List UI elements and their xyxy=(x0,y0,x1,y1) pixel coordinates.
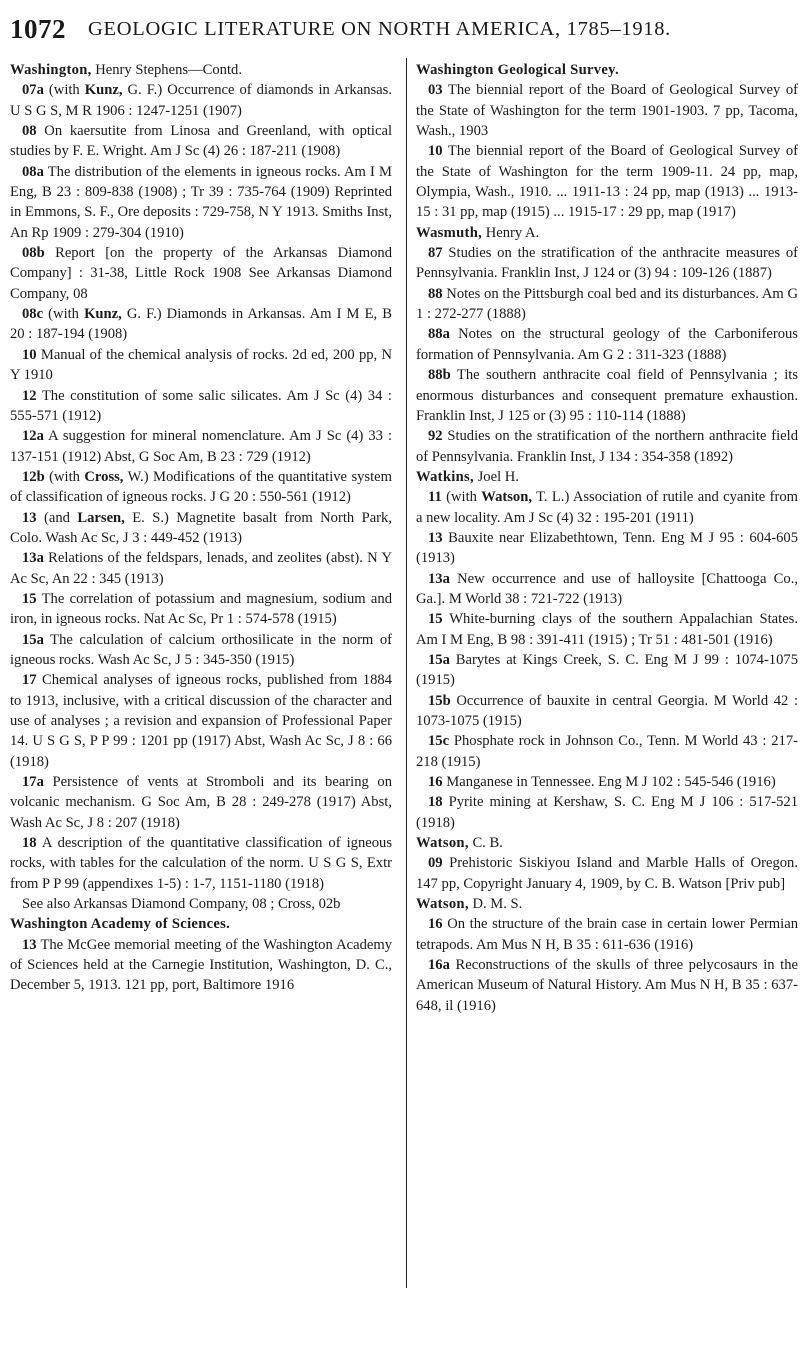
entry-text: The biennial report of the Board of Geological Survey of the State of Washington for the term 1909-11. 24 pp, map, Olympia, Wash., 1910. ... 1911-13 : 24 pp, map (1913) ... 1913-15 : 31 pp, map (1915) ... 1915-17 : 29 pp, map (1917) xyxy=(416,143,798,221)
column-divider xyxy=(406,58,407,1288)
author-name: Washington Academy of Sciences. xyxy=(10,916,231,933)
entry-text: Manual of the chemical analysis of rocks. 2d ed, 200 pp, N Y 1910 xyxy=(10,346,392,384)
entry-text: A suggestion for mineral nomenclature. Am J Sc (4) 33 : 137-151 (1912) Abst, G Soc Am, B 23 : 729 (1912) xyxy=(10,428,392,465)
entry-text: E. S.) Magnetite basalt from North Park, Colo. Wash Ac Sc, J 3 : 449-452 (1913) xyxy=(10,509,392,546)
bibliography-entry xyxy=(10,670,392,772)
bibliography-entry xyxy=(10,630,392,671)
bibliography-entry xyxy=(416,528,798,569)
entry-text: Pyrite mining at Kershaw, S. C. Eng M J 106 : 517-521 (1918) xyxy=(416,794,798,831)
bibliography-entry xyxy=(10,386,392,427)
bibliography-entry xyxy=(10,243,392,304)
entry-number: 17a xyxy=(22,774,44,791)
entry-number: 11 xyxy=(428,489,442,506)
coauthor-name: Larsen, xyxy=(77,509,125,526)
entry-number: 08 xyxy=(22,123,37,140)
bibliography-entry xyxy=(416,691,798,732)
bibliography-entry xyxy=(416,284,798,325)
entry-number: 12a xyxy=(22,428,44,445)
page-number: 1072 xyxy=(10,14,66,44)
bibliography-entry xyxy=(416,569,798,610)
entry-prefix: (with xyxy=(44,468,85,485)
author-name: Wasmuth, xyxy=(416,224,483,241)
entry-number: 16 xyxy=(428,916,443,933)
coauthor-name: Kunz, xyxy=(84,82,123,99)
entry-text: T. L.) Association of rutile and cyanite from a new locality. Am J Sc (4) 32 : 195-201 (1911) xyxy=(416,489,798,526)
entry-text: The McGee memorial meeting of the Washington Academy of Sciences held at the Carnegie Institution, Washington, D. C., December 5, 1913. 121 pp, port, Baltimore 1916 xyxy=(10,936,392,994)
entry-number: 10 xyxy=(22,346,37,363)
coauthor-name: Cross, xyxy=(84,468,124,485)
entry-text: Chemical analyses of igneous rocks, published from 1884 to 1913, inclusive, with a critical discussion of the character and use of analyses ; a revision and expansion of Professional Paper 14. U S G S, P P 99 : 1201 pp (1917) Abst, Wash Ac Sc, J 8 : 66 (1918) xyxy=(10,672,392,770)
entry-number: 15c xyxy=(428,733,450,750)
author-initials: Henry A. xyxy=(482,224,540,241)
running-title: GEOLOGIC LITERATURE ON NORTH AMERICA, 1785–1918. xyxy=(88,18,671,40)
entry-number: 92 xyxy=(428,428,443,445)
entry-number: 18 xyxy=(22,835,37,852)
entry-text: The biennial report of the Board of Geological Survey of the State of Washington for the term 1901-1903. 7 pp, Tacoma, Wash., 1903 xyxy=(416,82,798,140)
bibliography-entry xyxy=(416,141,798,222)
entry-number: 12b xyxy=(22,468,45,485)
bibliography-entry xyxy=(416,955,798,1016)
bibliography-entry xyxy=(10,935,392,996)
entry-number: 13 xyxy=(22,936,37,953)
page-header xyxy=(10,14,790,48)
left-column xyxy=(10,60,392,996)
entry-number: 10 xyxy=(428,143,443,160)
entry-prefix: (with xyxy=(43,306,85,323)
bibliography-entry xyxy=(10,162,392,243)
bibliography-entry xyxy=(10,772,392,833)
author-heading xyxy=(10,60,392,80)
entry-text: The calculation of calcium orthosilicate in the norm of igneous rocks. Wash Ac Sc, J 5 : 345-350 (1915) xyxy=(10,631,392,668)
entry-text: Studies on the stratification of the northern anthracite field of Pennsylvania. Franklin Inst, J 134 : 354-358 (1892) xyxy=(416,428,798,465)
bibliography-entry xyxy=(10,121,392,162)
entry-number: 88 xyxy=(428,285,443,302)
author-heading xyxy=(416,60,798,80)
entry-text: G. F.) Occurrence of diamonds in Arkansas. U S G S, M R 1906 : 1247-1251 (1907) xyxy=(10,82,392,119)
entry-text: On the structure of the brain case in certain lower Permian tetrapods. Am Mus N H, B 35 : 611-636 (1916) xyxy=(416,916,798,953)
entry-number: 13a xyxy=(22,550,44,567)
entry-number: 07a xyxy=(22,82,44,99)
entry-text: W.) Modifications of the quantitative system of classification of igneous rocks. J G 20 : 550-561 (1912) xyxy=(10,468,392,506)
entry-text: Prehistoric Siskiyou Island and Marble Halls of Oregon. 147 pp, Copyright January 4, 1909, by C. B. Watson [Priv pub] xyxy=(416,855,798,892)
entry-text: Studies on the stratification of the anthracite measures of Pennsylvania. Franklin Inst, J 124 or (3) 94 : 109-126 (1887) xyxy=(416,245,798,282)
coauthor-name: Watson, xyxy=(481,489,532,506)
entry-number: 17 xyxy=(22,672,37,689)
bibliography-entry xyxy=(416,609,798,650)
entry-number: 15 xyxy=(428,611,443,628)
entry-text: Occurrence of bauxite in central Georgia. M World 42 : 1073-1075 (1915) xyxy=(416,692,798,729)
entry-text: Manganese in Tennessee. Eng M J 102 : 545-546 (1916) xyxy=(442,774,776,791)
entry-number: 87 xyxy=(428,245,443,262)
author-heading xyxy=(416,833,798,853)
bibliography-entry xyxy=(10,345,392,386)
bibliography-entry xyxy=(416,853,798,894)
author-heading xyxy=(416,223,798,243)
entry-text: Notes on the Pittsburgh coal bed and its disturbances. Am G 1 : 272-277 (1888) xyxy=(416,285,798,323)
entry-text: A description of the quantitative classification of igneous rocks, with tables for the calculation of the norm. U S G S, Extr from P P 99 (appendixes 1-5) : 1-7, 1151-1180 (1918) xyxy=(10,835,392,892)
bibliography-entry xyxy=(416,324,798,365)
entry-number: 15b xyxy=(428,692,451,709)
entry-text: The constitution of some salic silicates. Am J Sc (4) 34 : 555-571 (1912) xyxy=(10,387,392,424)
bibliography-entry xyxy=(416,792,798,833)
bibliography-entry xyxy=(416,731,798,772)
entry-text: New occurrence and use of halloysite [Chattooga Co., Ga.]. M World 38 : 721-722 (1913) xyxy=(416,570,798,607)
bibliography-entry xyxy=(10,833,392,894)
entry-text: On kaersutite from Linosa and Greenland, with optical studies by F. E. Wright. Am J Sc (4) 26 : 187-211 (1908) xyxy=(10,123,392,160)
author-name: Washington, xyxy=(10,62,92,78)
entry-text: The southern anthracite coal field of Pennsylvania ; its enormous disturbances and consequent premature exhaustion. Franklin Inst, J 125 or (3) 95 : 110-114 (1888) xyxy=(416,367,798,424)
entry-text: Phosphate rock in Johnson Co., Tenn. M World 43 : 217-218 (1915) xyxy=(416,733,798,770)
bibliography-entry xyxy=(416,772,798,792)
entry-number: 09 xyxy=(428,855,443,872)
entry-number: 16a xyxy=(428,957,450,974)
entry-prefix: (with xyxy=(441,489,482,506)
author-initials: Henry Stephens—Contd. xyxy=(91,62,242,78)
entry-text: See also Arkansas Diamond Company, 08 ; Cross, 02b xyxy=(22,896,341,913)
entry-number: 15 xyxy=(22,590,37,607)
author-heading xyxy=(10,914,392,934)
bibliography-entry xyxy=(10,589,392,630)
author-initials: C. B. xyxy=(468,835,503,852)
bibliography-entry xyxy=(416,80,798,141)
bibliography-entry xyxy=(416,365,798,426)
entry-number: 08b xyxy=(22,245,45,262)
author-name: Watson, xyxy=(416,835,469,852)
author-name: Watkins, xyxy=(416,468,474,485)
right-column xyxy=(416,60,798,1016)
entry-text: White-burning clays of the southern Appalachian States. Am I M Eng, B 98 : 391-411 (1915) ; Tr 51 : 481-501 (1916) xyxy=(416,611,798,648)
entry-number: 08c xyxy=(22,306,44,323)
entry-text: Relations of the feldspars, lenads, and zeolites (abst). N Y Ac Sc, An 22 : 345 (1913) xyxy=(10,550,392,587)
bibliography-entry xyxy=(416,243,798,284)
entry-number: 15a xyxy=(428,651,450,668)
entry-number: 13a xyxy=(428,570,450,587)
entry-number: 16 xyxy=(428,774,443,791)
entry-number: 03 xyxy=(428,82,443,99)
bibliography-entry xyxy=(10,894,392,914)
entry-prefix: (and xyxy=(36,509,78,526)
bibliography-entry xyxy=(10,548,392,589)
author-initials: D. M. S. xyxy=(468,896,523,913)
bibliography-entry xyxy=(10,304,392,345)
entry-text: The distribution of the elements in igneous rocks. Am I M Eng, B 23 : 809-838 (1908) ; Tr 39 : 735-764 (1909) Reprinted in Emmons, S. F., Ore deposits : 729-758, N Y 1913. Smiths Inst, An Rp 1909 : 279-304 (1910) xyxy=(10,163,392,241)
entry-text: The correlation of potassium and magnesium, sodium and iron, in igneous rocks. Nat Ac Sc, Pr 1 : 574-578 (1915) xyxy=(10,590,392,628)
author-name: Washington Geological Survey. xyxy=(416,62,619,78)
coauthor-name: Kunz, xyxy=(84,306,122,323)
entry-text: G. F.) Diamonds in Arkansas. Am I M E, B 20 : 187-194 (1908) xyxy=(10,306,392,343)
entry-number: 18 xyxy=(428,794,443,811)
bibliography-entry xyxy=(10,508,392,549)
entry-number: 13 xyxy=(22,509,37,526)
entry-number: 13 xyxy=(428,529,443,546)
entry-text: Report [on the property of the Arkansas Diamond Company] : 31-38, Little Rock 1908 See Arkansas Diamond Company, 08 xyxy=(10,245,392,302)
author-name: Watson, xyxy=(416,896,469,913)
entry-number: 88a xyxy=(428,326,450,343)
entry-number: 15a xyxy=(22,631,44,648)
entry-text: Barytes at Kings Creek, S. C. Eng M J 99 : 1074-1075 (1915) xyxy=(416,651,798,689)
bibliography-entry xyxy=(10,467,392,508)
author-heading xyxy=(416,467,798,487)
entry-prefix: (with xyxy=(43,82,85,99)
bibliography-entry xyxy=(416,426,798,467)
entry-text: Notes on the structural geology of the Carboniferous formation of Pennsylvania. Am G 2 : 311-323 (1888) xyxy=(416,326,798,363)
bibliography-entry xyxy=(416,487,798,528)
bibliography-entry xyxy=(10,426,392,467)
entry-text: Persistence of vents at Stromboli and its bearing on volcanic mechanism. G Soc Am, B 28 : 249-278 (1917) Abst, Wash Ac Sc, J 8 : 207 (1918) xyxy=(10,774,392,831)
bibliography-entry xyxy=(416,650,798,691)
bibliography-entry xyxy=(416,914,798,955)
bibliography-entry xyxy=(10,80,392,121)
entry-number: 08a xyxy=(22,163,44,180)
entry-number: 12 xyxy=(22,387,37,404)
entry-text: Reconstructions of the skulls of three pelycosaurs in the American Museum of Natural History. Am Mus N H, B 35 : 637-648, il (1916) xyxy=(416,957,798,1014)
entry-text: Bauxite near Elizabethtown, Tenn. Eng M J 95 : 604-605 (1913) xyxy=(416,529,798,567)
author-heading xyxy=(416,894,798,914)
entry-number: 88b xyxy=(428,367,451,384)
author-initials: Joel H. xyxy=(473,468,519,485)
